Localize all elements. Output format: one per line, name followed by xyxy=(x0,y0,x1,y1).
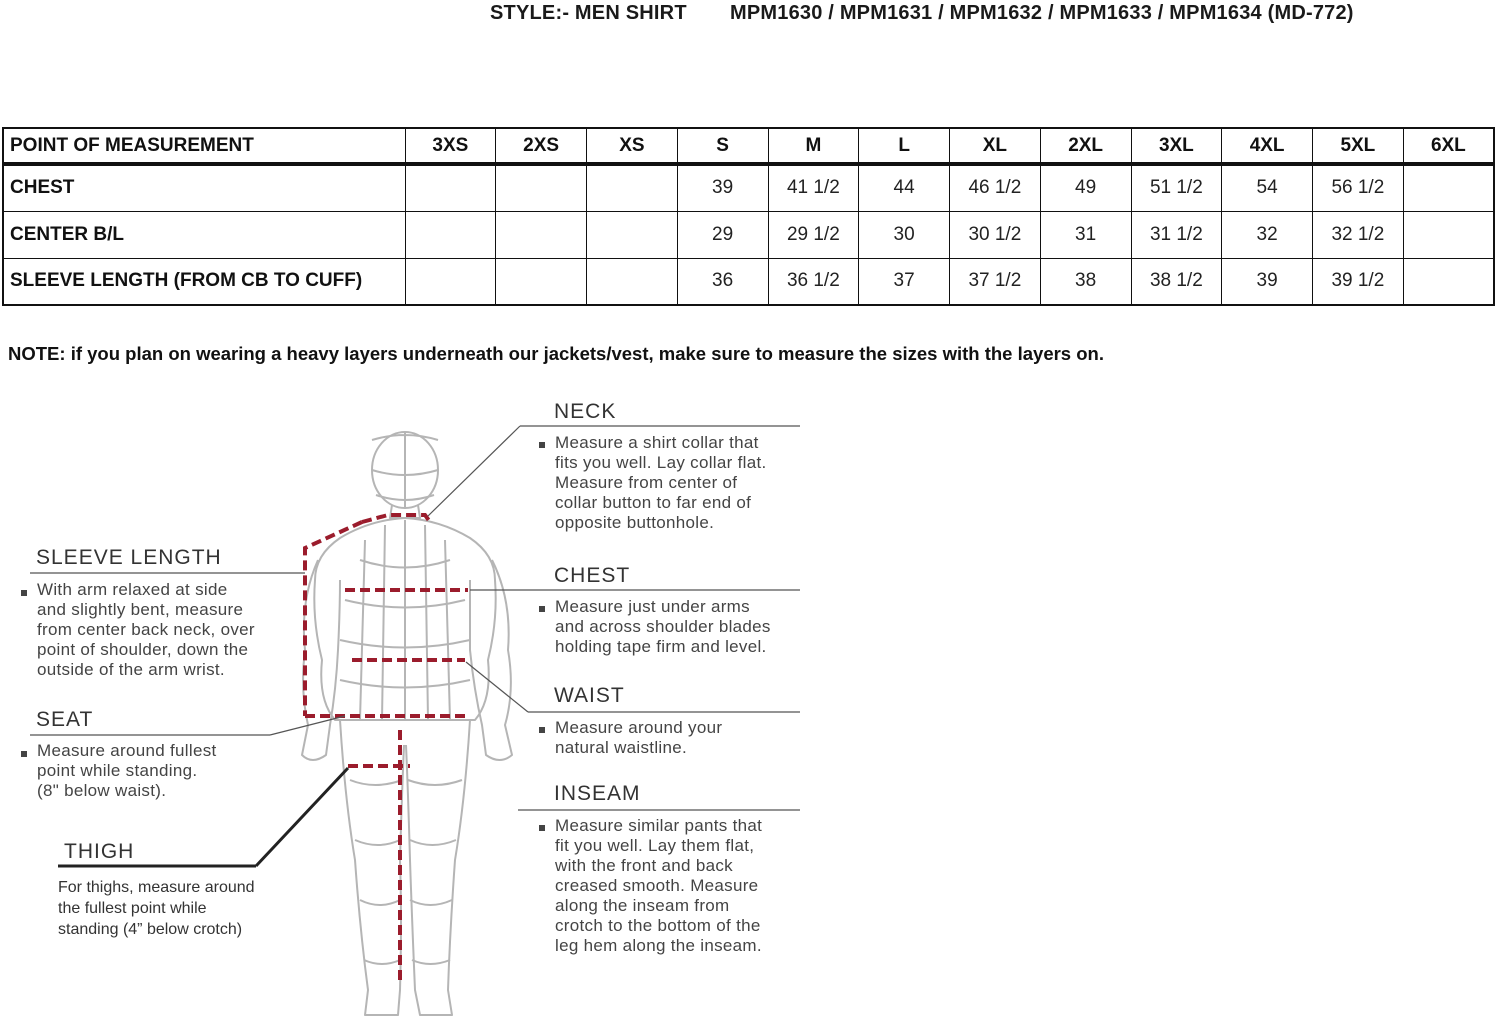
table-cell: 31 1/2 xyxy=(1131,211,1222,258)
bullet-icon xyxy=(21,590,27,596)
inseam-title: INSEAM xyxy=(554,782,641,805)
table-cell: 39 xyxy=(677,164,768,211)
table-cell: 56 1/2 xyxy=(1313,164,1404,211)
table-cell: 32 1/2 xyxy=(1313,211,1404,258)
page-header xyxy=(490,0,1500,26)
bullet-icon xyxy=(539,606,545,612)
table-cell: 36 1/2 xyxy=(768,258,859,305)
style-label: STYLE:- MEN SHIRT xyxy=(490,2,687,24)
sleeve-measure-line xyxy=(305,522,362,716)
table-cell: 31 xyxy=(1040,211,1131,258)
measurement-lines xyxy=(305,515,470,985)
table-cell xyxy=(496,258,587,305)
table-cell xyxy=(1403,211,1494,258)
bullet-icon xyxy=(539,442,545,448)
table-cell xyxy=(587,258,678,305)
table-cell: 49 xyxy=(1040,164,1131,211)
table-cell: 51 1/2 xyxy=(1131,164,1222,211)
table-cell xyxy=(496,164,587,211)
table-header-row xyxy=(3,128,1494,164)
table-cell: 29 xyxy=(677,211,768,258)
size-header: 2XL xyxy=(1040,128,1131,164)
layering-note: NOTE: if you plan on wearing a heavy layers underneath our jackets/vest, make sure to measure the sizes with the layers on. xyxy=(8,343,1104,364)
seat-title: SEAT xyxy=(36,708,94,731)
size-header: L xyxy=(859,128,950,164)
table-row xyxy=(3,258,1494,305)
waist-title: WAIST xyxy=(554,684,625,707)
table-cell: 36 xyxy=(677,258,768,305)
waist-description: Measure around your natural waistline. xyxy=(555,718,723,757)
table-cell: 38 xyxy=(1040,258,1131,305)
seat-description: Measure around fullest point while standing. (8" below waist). xyxy=(37,741,217,800)
table-cell xyxy=(405,258,496,305)
table-cell xyxy=(1403,258,1494,305)
table-row xyxy=(3,211,1494,258)
table-cell: 38 1/2 xyxy=(1131,258,1222,305)
size-header: S xyxy=(677,128,768,164)
table-cell xyxy=(587,211,678,258)
table-cell: 32 xyxy=(1222,211,1313,258)
sleeve-length-description: With arm relaxed at side and slightly bent, measure from center back neck, over point of shoulder, down the outside of the arm wrist. xyxy=(37,580,255,679)
table-cell: 41 1/2 xyxy=(768,164,859,211)
size-header: 3XL xyxy=(1131,128,1222,164)
bullet-icon xyxy=(539,825,545,831)
size-header: 6XL xyxy=(1403,128,1494,164)
row-label: CHEST xyxy=(3,164,405,211)
pom-header: POINT OF MEASUREMENT xyxy=(3,128,405,164)
style-codes: MPM1630 / MPM1631 / MPM1632 / MPM1633 / MPM1634 (MD-772) xyxy=(730,2,1354,24)
size-chart-table xyxy=(2,127,1495,306)
table-row xyxy=(3,164,1494,211)
size-header: XS xyxy=(587,128,678,164)
table-cell: 39 1/2 xyxy=(1313,258,1404,305)
thigh-description: For thighs, measure around the fullest point while standing (4” below crotch) xyxy=(58,879,255,938)
chest-description: Measure just under arms and across shoulder blades holding tape firm and level. xyxy=(555,597,771,656)
table-cell: 54 xyxy=(1222,164,1313,211)
table-cell: 44 xyxy=(859,164,950,211)
table-cell xyxy=(496,211,587,258)
size-header: 2XS xyxy=(496,128,587,164)
table-cell xyxy=(405,164,496,211)
row-label: CENTER B/L xyxy=(3,211,405,258)
table-cell: 30 1/2 xyxy=(950,211,1041,258)
neck-description: Measure a shirt collar that fits you well. Lay collar flat. Measure from center of collar button to far end of opposite buttonhole. xyxy=(555,433,767,532)
table-cell: 46 1/2 xyxy=(950,164,1041,211)
table-cell xyxy=(405,211,496,258)
size-header: M xyxy=(768,128,859,164)
inseam-description: Measure similar pants that fit you well. Lay them flat, with the front and back creased smooth. Measure along the inseam from crotch to the bottom of the leg hem along the inseam. xyxy=(555,816,763,955)
neck-title: NECK xyxy=(554,400,617,423)
size-header: 3XS xyxy=(405,128,496,164)
sleeve-length-title: SLEEVE LENGTH xyxy=(36,546,222,569)
table-cell: 29 1/2 xyxy=(768,211,859,258)
size-header: XL xyxy=(950,128,1041,164)
size-header: 4XL xyxy=(1222,128,1313,164)
table-cell xyxy=(1403,164,1494,211)
size-header: 5XL xyxy=(1313,128,1404,164)
thigh-title: THIGH xyxy=(64,840,135,863)
table-cell: 37 xyxy=(859,258,950,305)
table-cell: 37 1/2 xyxy=(950,258,1041,305)
table-cell: 30 xyxy=(859,211,950,258)
mannequin-outline xyxy=(302,432,512,1015)
chest-title: CHEST xyxy=(554,564,631,587)
bullet-icon xyxy=(21,751,27,757)
table-cell xyxy=(587,164,678,211)
table-cell: 39 xyxy=(1222,258,1313,305)
row-label: SLEEVE LENGTH (FROM CB TO CUFF) xyxy=(3,258,405,305)
bullet-icon xyxy=(539,727,545,733)
